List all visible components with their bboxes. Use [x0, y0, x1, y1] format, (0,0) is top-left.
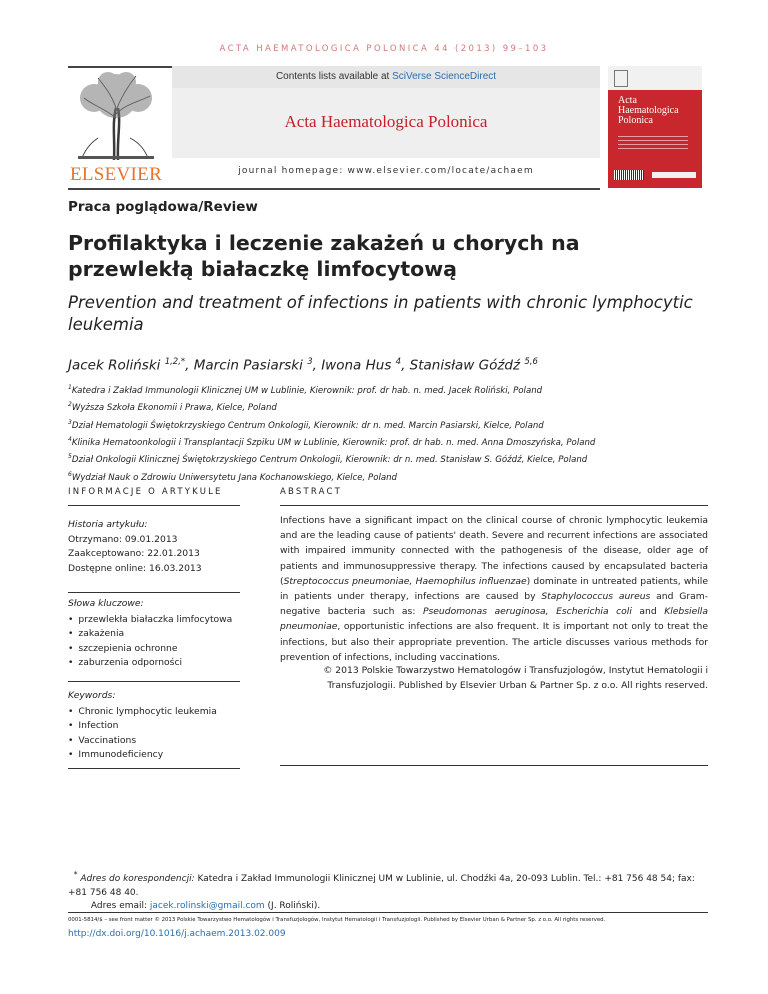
correspondence-address: * Adres do korespondencji: Katedra i Zakład Immunologii Klinicznej UM w Lublinie, ul. Chodźki 4a, 20-093 Lublin. Tel.: +81 756 48 54; fax: +81 756 48 40.	[68, 870, 695, 898]
doi-link[interactable]: http://dx.doi.org/10.1016/j.achaem.2013.02.009	[68, 929, 286, 939]
cover-text-lines	[618, 136, 688, 152]
journal-title-area	[172, 88, 600, 158]
divider	[280, 505, 708, 506]
cover-bottom-band	[652, 172, 696, 178]
journal-header	[172, 66, 600, 186]
cover-title	[618, 96, 679, 126]
affiliation: $^2$Wyższa Szkoła Ekonomii i Prawa, Kielce, Poland	[68, 401, 277, 414]
abstract-heading: ABSTRACT	[280, 487, 343, 497]
affiliation: $^5$Dział Onkologii Klinicznej Świętokrzyskiego Centrum Onkologii, Kierownik: dr n. med. Stanisław S. Góźdź, Kielce, Poland	[68, 453, 588, 466]
author-name: Marcin Pasiarski	[193, 357, 303, 374]
author-sup: 3	[307, 357, 313, 367]
journal-title: Acta Haematologica Polonica	[284, 112, 488, 131]
divider	[280, 765, 708, 766]
keywords-pl-label: Słowa kluczowe:	[68, 598, 144, 609]
email-link[interactable]: jacek.rolinski@gmail.com	[149, 901, 265, 911]
journal-cover	[608, 66, 702, 188]
author-sup: 1,2,*	[164, 357, 186, 367]
article-category: Praca poglądowa/Review	[68, 199, 258, 215]
accepted-date: Zaakceptowano: 22.01.2013	[68, 548, 200, 559]
history-label: Historia artykułu:	[68, 519, 148, 530]
correspondence-footnote	[68, 868, 708, 914]
cover-title-line: Polonica	[618, 115, 653, 126]
divider	[68, 768, 240, 769]
cover-crest-icon	[614, 70, 628, 87]
journal-homepage[interactable]: journal homepage: www.elsevier.com/locate/achaem	[238, 166, 534, 176]
elsevier-logo	[68, 68, 164, 186]
affiliation: $^1$Katedra i Zakład Immunologii Klinicznej UM w Lublinie, Kierownik: prof. dr hab. n. med. Jacek Roliński, Poland	[68, 384, 543, 396]
keyword-item: • Immunodeficiency	[68, 748, 240, 763]
cover-title-line: Acta	[618, 95, 637, 106]
keywords-en-label: Keywords:	[68, 690, 116, 701]
keywords-polish	[68, 597, 246, 671]
affiliations	[68, 381, 708, 485]
keyword-item: • przewlekła białaczka limfocytowa	[68, 613, 246, 628]
article-history	[68, 518, 240, 576]
footer-divider	[68, 912, 708, 913]
running-header: ACTA HAEMATOLOGICA POLONICA 44 (2013) 99–103	[219, 44, 549, 54]
author-list: Jacek Roliński $^{1,2,*}$, Marcin Pasiarski $^3$, Iwona Hus $^4$, Stanisław Góźdź $^{5,6}$	[68, 357, 538, 374]
keyword-item: • szczepienia ochronne	[68, 642, 246, 657]
keyword-item: • Chronic lymphocytic leukemia	[68, 705, 240, 720]
cover-barcode-icon	[614, 170, 644, 180]
keyword-item: • zakażenia	[68, 627, 246, 642]
author-name: Stanisław Góźdź	[409, 357, 521, 374]
online-date: Dostępne online: 16.03.2013	[68, 562, 202, 574]
keywords-english	[68, 689, 240, 763]
divider	[68, 681, 240, 682]
sciencedirect-link[interactable]: SciVerse ScienceDirect	[392, 71, 497, 82]
issn-notice: 0001-5814/$ – see front matter © 2013 Polskie Towarzystwo Hematologów i Transfuzjologów, Instytut Hematologii i Transfuzjologii. Published by Elsevier Urban & Partner Sp. z o.o. All rights reserved.	[68, 917, 606, 923]
contents-text: Contents lists available at	[275, 71, 393, 82]
author-name: Iwona Hus	[321, 357, 392, 374]
author-sup: 5,6	[524, 357, 538, 367]
keyword-item: • zaburzenia odporności	[68, 656, 246, 671]
publisher-wordmark: ELSEVIER	[69, 164, 163, 185]
cover-top-band	[608, 66, 702, 90]
correspondence-email: Adres email: jacek.rolinski@gmail.com (J. Roliński).	[90, 901, 321, 911]
contents-bar	[172, 66, 600, 88]
affiliation: $^6$Wydział Nauk o Zdrowiu Uniwersytetu Jana Kochanowskiego, Kielce, Poland	[68, 470, 398, 483]
received-date: Otrzymano: 09.01.2013	[68, 533, 178, 545]
article-title-english: Prevention and treatment of infections in patients with chronic lymphocytic leukemia	[68, 293, 693, 334]
article-title-polish: Profilaktyka i leczenie zakażeń u chorych na przewlekłą białaczkę limfocytową	[68, 231, 580, 281]
cover-title-line: Haematologica	[618, 105, 679, 116]
divider	[68, 592, 240, 593]
keyword-item: • Infection	[68, 719, 240, 734]
affiliation: $^3$Dział Hematologii Świętokrzyskiego Centrum Onkologii, Kierownik: dr n. med. Marcin Pasiarski, Kielce, Poland	[68, 418, 544, 431]
elsevier-tree-icon	[68, 68, 164, 164]
article-info-heading: INFORMACJE O ARTYKULE	[68, 487, 223, 497]
abstract-text: Infections have a significant impact on the clinical course of chronic lymphocytic leukemia and are the leading cause of patients' death. Severe and recurrent infections are associated with impaired immunity connected with the pathogenesis of the disease, older age of patients and immunosuppressive therapy. The infections caused by encapsulated bacteria (Streptococcus pneumoniae, Haemophilus influenzae) dominate in untreated patients, while in patients under therapy, infections are caused by Staphylococcus aureus and Gram-negative bacteria such as: Pseudomonas aeruginosa, Escherichia coli and Klebsiella pneumoniae, opportunistic infections are also frequent. It is important not only to treat the infections, but also their appropriate prevention. The article discusses various methods for prevention of infections, including vaccinations.	[280, 515, 708, 663]
affiliation: $^4$Klinika Hematoonkologii i Transplantacji Szpiku UM w Lublinie, Kierownik: prof. dr hab. n. med. Anna Dmoszyńska, Poland	[68, 436, 596, 448]
keyword-item: • Vaccinations	[68, 734, 240, 749]
divider	[68, 505, 240, 506]
copyright-notice: © 2013 Polskie Towarzystwo Hematologów i Transfuzjologów, Instytut Hematologii i Transfuzjologii. Published by Elsevier Urban & Partner Sp. z o.o. All rights reserved.	[323, 665, 708, 692]
author-name: Jacek Roliński	[68, 357, 161, 374]
author-sup: 4	[395, 357, 402, 367]
